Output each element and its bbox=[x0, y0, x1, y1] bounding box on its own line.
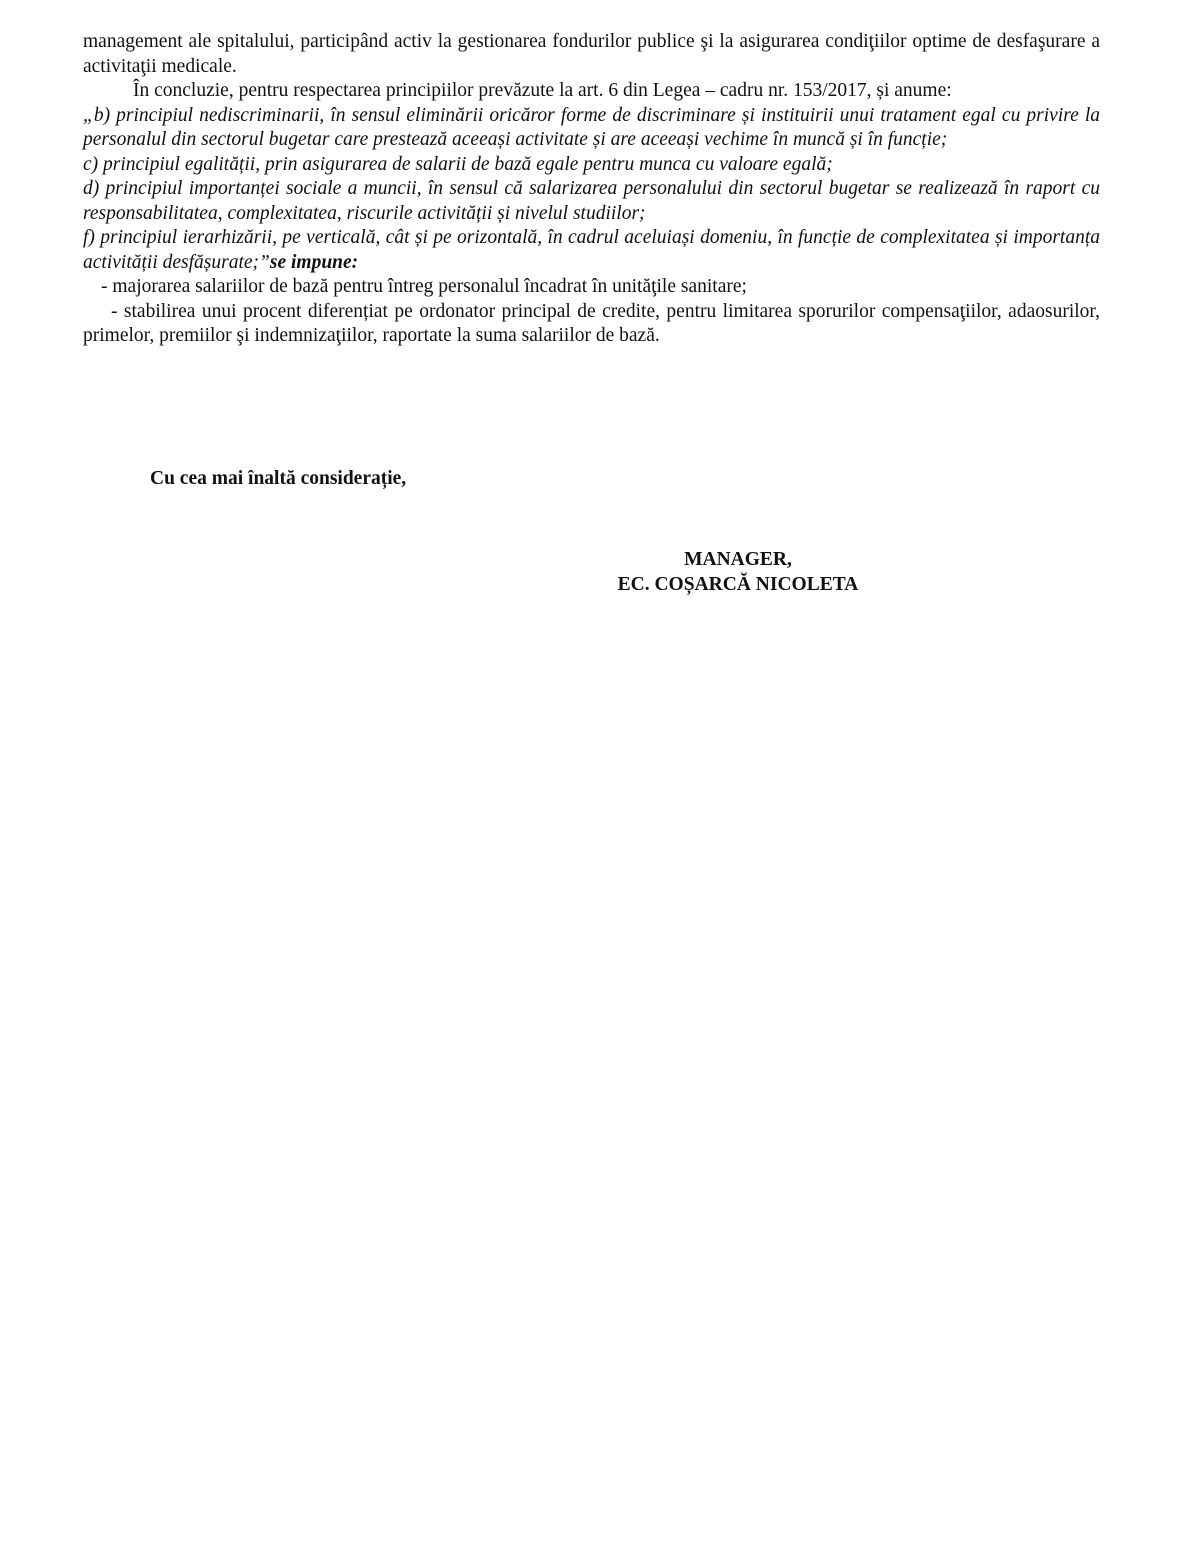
paragraph-intro: management ale spitalului, participând activ la gestionarea fondurilor publice şi la asigurarea condiţiilor optime de desfaşurare a activitaţii medicale. bbox=[83, 31, 1100, 77]
principle-f-text: f) principiul ierarhizării, pe verticală, cât și pe orizontală, în cadrul aceluiași domeniu, în funcție de complexitatea și importanța activității desfășurate;” bbox=[83, 227, 1100, 273]
principle-d: d) principiul importanței sociale a muncii, în sensul că salarizarea personalului din sectorul bugetar se realizează în raport cu responsabilitatea, complexitatea, riscurile activității și nivelul studiilor; bbox=[83, 178, 1100, 224]
principle-c: c) principiul egalității, prin asigurarea de salarii de bază egale pentru munca cu valoare egală; bbox=[83, 153, 833, 175]
paragraph-conclusion: În concluzie, pentru respectarea principiilor prevăzute la art. 6 din Legea – cadru nr. 153/2017, și anume: bbox=[133, 80, 952, 101]
document-page bbox=[83, 30, 1100, 595]
principle-b: „b) principiul nediscriminarii, în sensul eliminării oricăror forme de discriminare și instituirii unui tratament egal cu privire la personalul din sectorul bugetar care prestează aceeași activitate și are aceeași vechime în muncă și în funcție; bbox=[83, 104, 1100, 150]
measure-item: - stabilirea unui procent diferențiat pe ordonator principal de credite, pentru limitarea sporurilor compensaţiilor, adaosurilor, primelor, premiilor şi indemnizaţiilor, raportate la suma salariilor de bază. bbox=[83, 300, 1100, 346]
signature-title: MANAGER, bbox=[684, 549, 792, 570]
principle-f-bold: se impune: bbox=[269, 251, 359, 273]
signature-block bbox=[588, 548, 888, 597]
closing-salutation: Cu cea mai înaltă considerație, bbox=[150, 468, 407, 489]
principle-f bbox=[83, 226, 1100, 275]
measure-item: - majorarea salariilor de bază pentru întreg personalul încadrat în unităţile sanitare; bbox=[101, 276, 747, 297]
signature-name: EC. COȘARCĂ NICOLETA bbox=[617, 573, 859, 595]
